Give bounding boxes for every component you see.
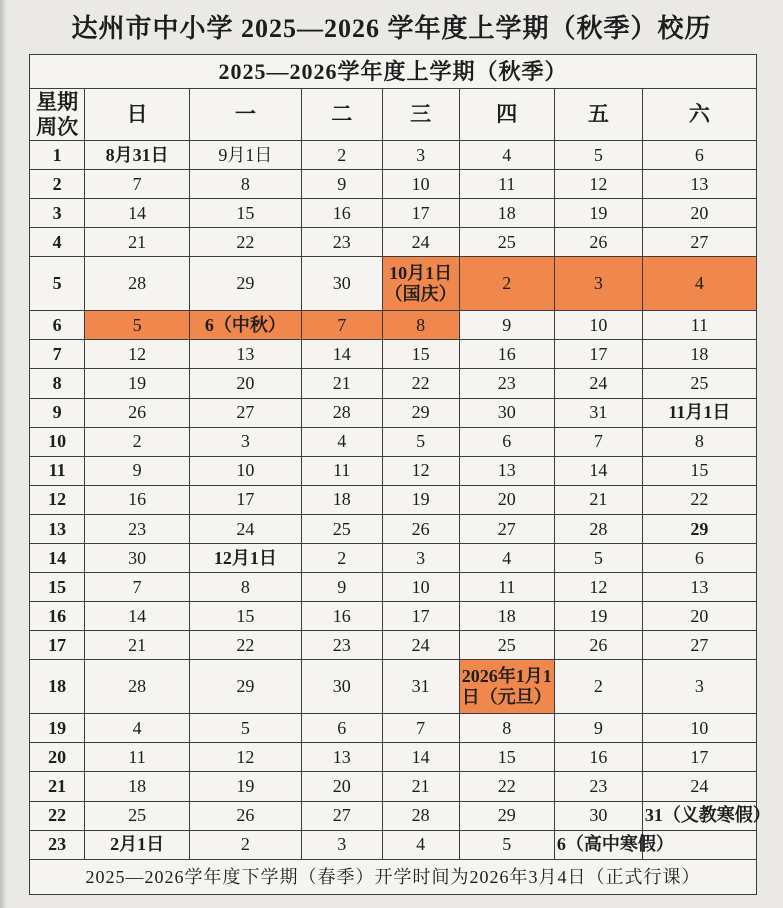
table-row <box>30 830 757 859</box>
calendar-cell: 29 <box>189 660 301 714</box>
calendar-cell: 24 <box>554 369 642 398</box>
table-row <box>30 170 757 199</box>
calendar-cell: 18 <box>301 485 382 514</box>
calendar-cell: 17 <box>382 199 459 228</box>
week-number: 12 <box>30 485 85 514</box>
calendar-cell: 15 <box>642 456 756 485</box>
calendar-cell: 30 <box>554 801 642 830</box>
calendar-cell: 23 <box>85 514 190 543</box>
week-number: 5 <box>30 257 85 311</box>
calendar-cell: 28 <box>301 398 382 427</box>
calendar-cell: 25 <box>85 801 190 830</box>
calendar-cell: 10 <box>554 311 642 340</box>
table-row <box>30 311 757 340</box>
calendar-cell: 5 <box>554 141 642 170</box>
calendar-cell: 21 <box>85 228 190 257</box>
calendar-cell: 8 <box>189 573 301 602</box>
calendar-cell: 24 <box>382 228 459 257</box>
calendar-cell: 28 <box>85 660 190 714</box>
table-row <box>30 199 757 228</box>
calendar-cell: 18 <box>459 199 554 228</box>
calendar-cell: 8月31日 <box>85 141 190 170</box>
table-row <box>30 456 757 485</box>
week-number: 17 <box>30 631 85 660</box>
week-number: 14 <box>30 543 85 572</box>
calendar-cell: 20 <box>301 772 382 801</box>
calendar-cell: 13 <box>189 340 301 369</box>
calendar-cell: 2 <box>554 660 642 714</box>
week-number: 4 <box>30 228 85 257</box>
calendar-cell: 30 <box>301 257 382 311</box>
scan-edge-shadow <box>0 0 7 908</box>
week-number: 15 <box>30 573 85 602</box>
semester-header: 2025—2026学年度上学期（秋季） <box>30 55 757 89</box>
calendar-cell: 23 <box>301 228 382 257</box>
table-row <box>30 141 757 170</box>
table-row <box>30 398 757 427</box>
calendar-cell: 13 <box>301 743 382 772</box>
calendar-cell: 18 <box>459 602 554 631</box>
calendar-cell: 12 <box>189 743 301 772</box>
calendar-cell: 24 <box>642 772 756 801</box>
calendar-cell: 2 <box>301 543 382 572</box>
calendar-cell: 16 <box>554 743 642 772</box>
calendar-cell: 23 <box>459 369 554 398</box>
calendar-cell: 29 <box>642 514 756 543</box>
table-row <box>30 543 757 572</box>
week-number: 2 <box>30 170 85 199</box>
calendar-cell: 10 <box>642 714 756 743</box>
table-row <box>30 427 757 456</box>
week-number: 13 <box>30 514 85 543</box>
calendar-cell: 4 <box>85 714 190 743</box>
calendar-cell: 4 <box>459 141 554 170</box>
calendar-cell: 30 <box>459 398 554 427</box>
calendar-cell: 8 <box>459 714 554 743</box>
calendar-cell: 28 <box>85 257 190 311</box>
week-number: 6 <box>30 311 85 340</box>
calendar-table-container <box>29 54 771 895</box>
calendar-cell: 16 <box>85 485 190 514</box>
calendar-cell: 12 <box>554 573 642 602</box>
calendar-cell: 9 <box>301 573 382 602</box>
calendar-cell: 3 <box>189 427 301 456</box>
calendar-cell: 11 <box>301 456 382 485</box>
day-header-row <box>30 89 757 141</box>
calendar-cell: 25 <box>459 228 554 257</box>
table-row <box>30 772 757 801</box>
calendar-cell: 20 <box>189 369 301 398</box>
calendar-cell: 13 <box>459 456 554 485</box>
calendar-cell: 10月1日（国庆） <box>382 257 459 311</box>
table-row <box>30 743 757 772</box>
calendar-cell: 7 <box>554 427 642 456</box>
calendar-cell: 7 <box>301 311 382 340</box>
table-row <box>30 340 757 369</box>
calendar-cell: 23 <box>301 631 382 660</box>
calendar-cell: 29 <box>382 398 459 427</box>
day-header-tue: 二 <box>301 89 382 141</box>
calendar-cell: 14 <box>382 743 459 772</box>
calendar-cell: 2 <box>301 141 382 170</box>
calendar-cell: 30 <box>301 660 382 714</box>
day-header-mon: 一 <box>189 89 301 141</box>
table-row <box>30 228 757 257</box>
calendar-cell: 22 <box>189 631 301 660</box>
calendar-cell: 25 <box>459 631 554 660</box>
calendar-cell: 4 <box>642 257 756 311</box>
calendar-cell: 13 <box>642 170 756 199</box>
calendar-cell: 3 <box>642 660 756 714</box>
calendar-cell: 7 <box>382 714 459 743</box>
calendar-cell: 19 <box>189 772 301 801</box>
calendar-cell: 14 <box>554 456 642 485</box>
footer-note: 2025—2026学年度下学期（春季）开学时间为2026年3月4日（正式行课） <box>30 860 757 895</box>
calendar-cell: 14 <box>85 602 190 631</box>
calendar-cell: 10 <box>382 170 459 199</box>
calendar-cell: 13 <box>642 573 756 602</box>
week-number: 21 <box>30 772 85 801</box>
page-title: 达州市中小学 2025—2026 学年度上学期（秋季）校历 <box>71 14 712 43</box>
calendar-cell: 12月1日 <box>189 543 301 572</box>
calendar-cell: 24 <box>382 631 459 660</box>
calendar-cell: 19 <box>85 369 190 398</box>
calendar-cell: 9 <box>459 311 554 340</box>
calendar-cell: 10 <box>382 573 459 602</box>
week-number: 7 <box>30 340 85 369</box>
calendar-cell: 22 <box>459 772 554 801</box>
calendar-cell: 17 <box>554 340 642 369</box>
calendar-cell: 8 <box>642 427 756 456</box>
calendar-cell: 3 <box>554 257 642 311</box>
calendar-cell: 20 <box>642 199 756 228</box>
calendar-cell: 18 <box>85 772 190 801</box>
day-header-wed: 三 <box>382 89 459 141</box>
table-row <box>30 257 757 311</box>
calendar-cell: 9 <box>301 170 382 199</box>
calendar-cell: 21 <box>301 369 382 398</box>
calendar-cell: 17 <box>642 743 756 772</box>
week-number: 20 <box>30 743 85 772</box>
calendar-cell: 15 <box>382 340 459 369</box>
semester-header-row <box>30 55 757 89</box>
calendar-cell: 26 <box>189 801 301 830</box>
calendar-cell: 11 <box>85 743 190 772</box>
calendar-cell: 5 <box>554 543 642 572</box>
day-header-sat: 六 <box>642 89 756 141</box>
calendar-cell: 11月1日 <box>642 398 756 427</box>
week-number: 22 <box>30 801 85 830</box>
table-row <box>30 660 757 714</box>
week-number: 18 <box>30 660 85 714</box>
week-number: 19 <box>30 714 85 743</box>
calendar-cell: 26 <box>554 631 642 660</box>
calendar-cell: 27 <box>459 514 554 543</box>
calendar-cell: 21 <box>382 772 459 801</box>
calendar-cell: 5 <box>189 714 301 743</box>
calendar-cell: 11 <box>642 311 756 340</box>
calendar-cell: 27 <box>189 398 301 427</box>
calendar-cell: 20 <box>642 602 756 631</box>
table-row <box>30 573 757 602</box>
calendar-cell: 19 <box>554 199 642 228</box>
calendar-cell: 18 <box>642 340 756 369</box>
calendar-cell: 26 <box>85 398 190 427</box>
calendar-cell: 23 <box>554 772 642 801</box>
table-row <box>30 602 757 631</box>
calendar-cell: 2 <box>189 830 301 859</box>
calendar-cell: 22 <box>642 485 756 514</box>
week-number: 11 <box>30 456 85 485</box>
calendar-cell: 19 <box>382 485 459 514</box>
calendar-cell: 16 <box>301 199 382 228</box>
corner-header <box>30 89 85 141</box>
calendar-cell: 17 <box>189 485 301 514</box>
calendar-cell: 2月1日 <box>85 830 190 859</box>
week-number: 8 <box>30 369 85 398</box>
day-header-fri: 五 <box>554 89 642 141</box>
calendar-cell: 3 <box>382 543 459 572</box>
calendar-cell: 12 <box>554 170 642 199</box>
table-row <box>30 801 757 830</box>
calendar-cell: 20 <box>459 485 554 514</box>
week-number: 10 <box>30 427 85 456</box>
calendar-cell: 28 <box>554 514 642 543</box>
calendar-body <box>30 141 771 860</box>
table-row <box>30 631 757 660</box>
calendar-cell: 28 <box>382 801 459 830</box>
day-header-thu: 四 <box>459 89 554 141</box>
calendar-cell: 29 <box>189 257 301 311</box>
corner-line-weekday: 星期 <box>36 90 79 115</box>
calendar-cell: 29 <box>459 801 554 830</box>
calendar-cell: 9月1日 <box>189 141 301 170</box>
week-number: 16 <box>30 602 85 631</box>
calendar-cell: 4 <box>382 830 459 859</box>
day-header-sun: 日 <box>85 89 190 141</box>
calendar-cell: 27 <box>642 631 756 660</box>
calendar-cell: 6 <box>642 543 756 572</box>
calendar-cell: 12 <box>85 340 190 369</box>
calendar-cell: 19 <box>554 602 642 631</box>
corner-line-weeknum: 周次 <box>36 114 79 139</box>
calendar-cell: 4 <box>301 427 382 456</box>
calendar-cell: 15 <box>459 743 554 772</box>
table-row <box>30 714 757 743</box>
calendar-cell: 6 <box>301 714 382 743</box>
calendar-cell: 17 <box>382 602 459 631</box>
calendar-cell: 25 <box>642 369 756 398</box>
calendar-cell: 2026年1月1日（元旦） <box>459 660 554 714</box>
calendar-cell: 27 <box>301 801 382 830</box>
calendar-cell: 31 <box>382 660 459 714</box>
calendar-cell: 6（高中寒假） <box>554 830 642 859</box>
calendar-cell: 5 <box>459 830 554 859</box>
calendar-cell: 11 <box>459 170 554 199</box>
calendar-cell: 16 <box>459 340 554 369</box>
calendar-cell: 31 <box>554 398 642 427</box>
calendar-cell: 6 <box>459 427 554 456</box>
calendar-cell: 27 <box>642 228 756 257</box>
calendar-cell: 22 <box>382 369 459 398</box>
calendar-cell: 9 <box>554 714 642 743</box>
table-row <box>30 514 757 543</box>
calendar-cell: 6（中秋） <box>189 311 301 340</box>
week-number: 1 <box>30 141 85 170</box>
calendar-cell: 10 <box>189 456 301 485</box>
week-number: 9 <box>30 398 85 427</box>
calendar-cell: 12 <box>382 456 459 485</box>
calendar-cell: 2 <box>85 427 190 456</box>
calendar-cell: 2 <box>459 257 554 311</box>
calendar-cell: 15 <box>189 199 301 228</box>
calendar-cell: 16 <box>301 602 382 631</box>
calendar-cell: 5 <box>85 311 190 340</box>
calendar-cell: 11 <box>459 573 554 602</box>
calendar-cell: 21 <box>85 631 190 660</box>
calendar-cell: 8 <box>382 311 459 340</box>
calendar-cell: 22 <box>189 228 301 257</box>
calendar-cell: 30 <box>85 543 190 572</box>
calendar-cell: 15 <box>189 602 301 631</box>
calendar-cell: 3 <box>301 830 382 859</box>
calendar-cell: 26 <box>382 514 459 543</box>
week-number: 23 <box>30 830 85 859</box>
calendar-cell: 14 <box>301 340 382 369</box>
table-row <box>30 485 757 514</box>
calendar-cell: 7 <box>85 573 190 602</box>
calendar-cell: 21 <box>554 485 642 514</box>
calendar-cell: 25 <box>301 514 382 543</box>
calendar-cell: 4 <box>459 543 554 572</box>
calendar-cell: 26 <box>554 228 642 257</box>
calendar-cell: 24 <box>189 514 301 543</box>
calendar-cell: 5 <box>382 427 459 456</box>
calendar-cell: 6 <box>642 141 756 170</box>
calendar-cell: 9 <box>85 456 190 485</box>
calendar-cell: 7 <box>85 170 190 199</box>
calendar-cell: 14 <box>85 199 190 228</box>
week-number: 3 <box>30 199 85 228</box>
calendar-table <box>29 54 771 895</box>
calendar-cell: 8 <box>189 170 301 199</box>
calendar-cell: 31（义教寒假） <box>642 801 756 830</box>
calendar-cell: 3 <box>382 141 459 170</box>
table-row <box>30 369 757 398</box>
footer-row <box>30 860 757 895</box>
